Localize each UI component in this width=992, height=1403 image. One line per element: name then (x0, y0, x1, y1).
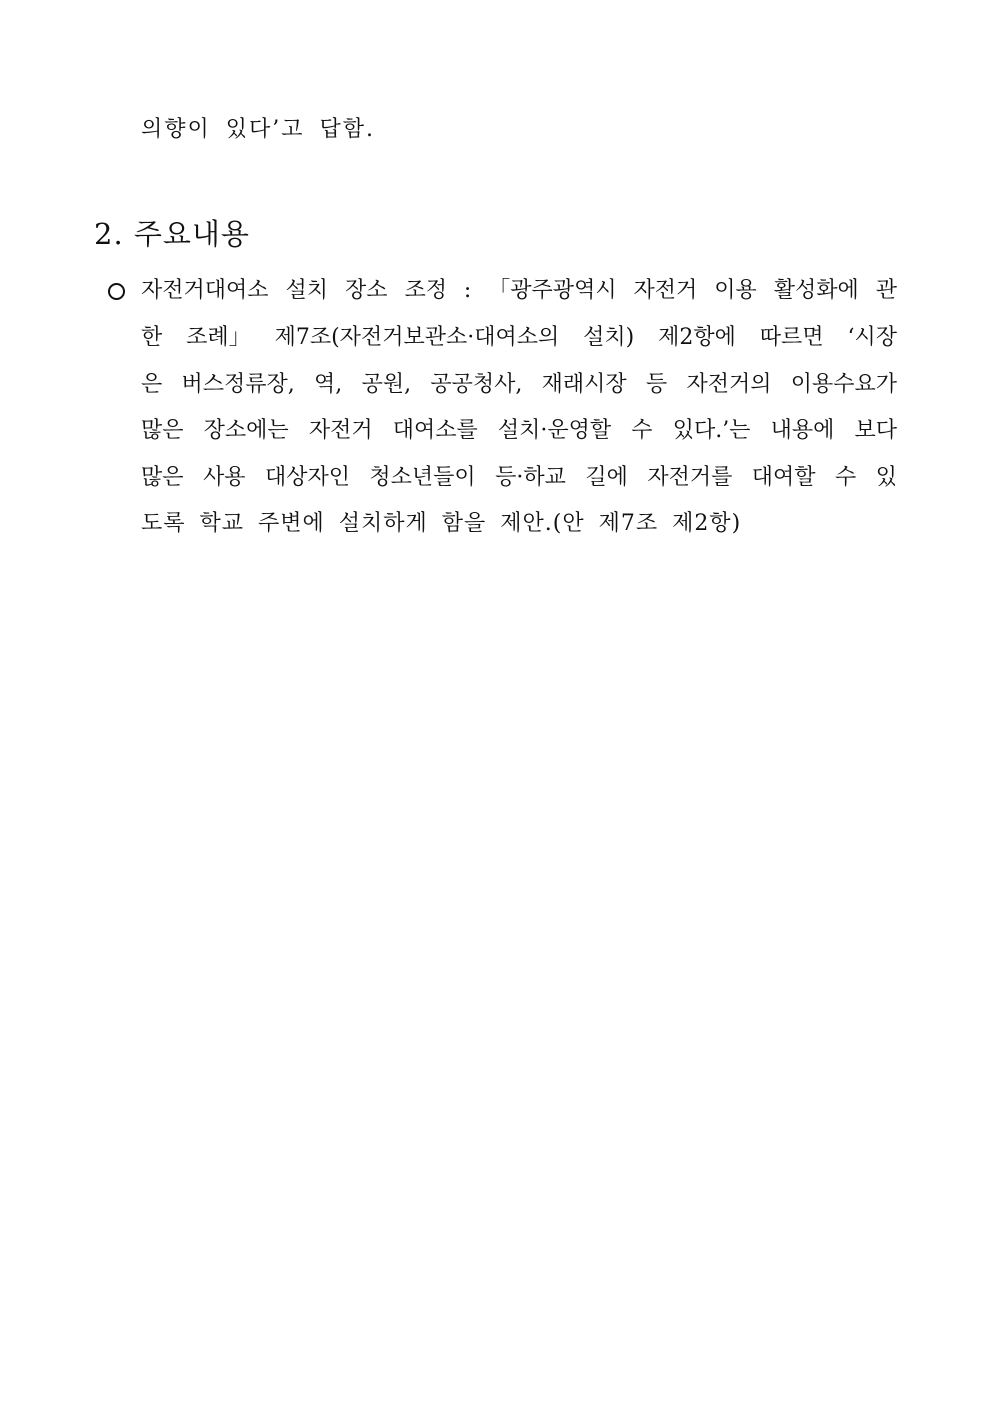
item-line-1: 자전거대여소 설치 장소 조정 : 「광주광역시 자전거 이용 활성화에 관 (141, 278, 897, 303)
item-line-2: 한 조례」 제7조(자전거보관소·대여소의 설치) 제2항에 따르면 ‘시장 (141, 325, 897, 350)
circle-bullet-icon (108, 283, 125, 300)
continuation-text: 의향이 있다’고 답함. (141, 117, 375, 142)
section-heading: 2. 주요내용 (94, 217, 250, 251)
item-line-3: 은 버스정류장, 역, 공원, 공공청사, 재래시장 등 자전거의 이용수요가 (141, 372, 897, 397)
item-line-4: 많은 장소에는 자전거 대여소를 설치·운영할 수 있다.’는 내용에 보다 (141, 418, 897, 443)
item-line-6: 도록 학교 주변에 설치하게 함을 제안.(안 제7조 제2항) (141, 511, 742, 536)
item-line-5: 많은 사용 대상자인 청소년들이 등·하교 길에 자전거를 대여할 수 있 (141, 465, 897, 490)
